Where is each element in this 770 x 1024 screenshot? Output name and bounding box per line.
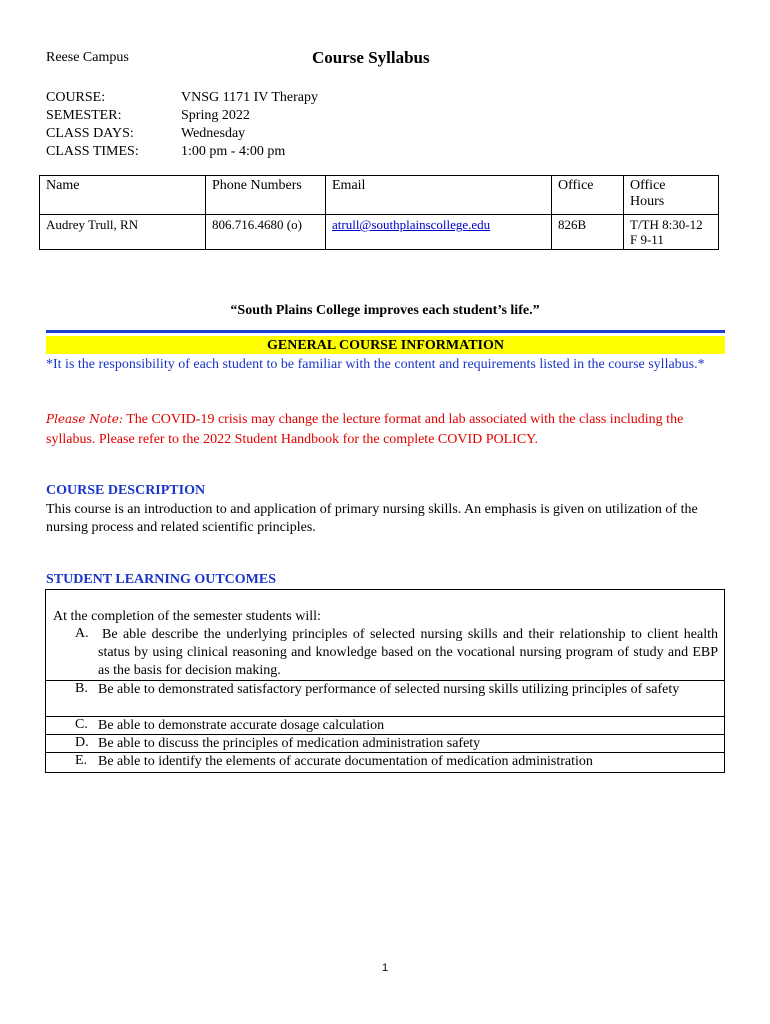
instructor-table	[39, 175, 719, 250]
list-item	[45, 716, 724, 735]
instructor-email-link[interactable]: atrull@southplainscollege.edu	[332, 217, 491, 232]
outcome-letter: C.	[75, 717, 88, 732]
header-name: Name	[40, 176, 206, 215]
instructor-hours	[624, 215, 719, 250]
list-item	[45, 752, 724, 772]
course-info-value: Wednesday	[181, 126, 246, 141]
general-info-heading: GENERAL COURSE INFORMATION	[46, 336, 725, 354]
outcome-text: Be able to identify the elements of accurate documentation of medication administration	[98, 754, 593, 769]
course-info-label: SEMESTER:	[46, 108, 122, 123]
page-number: 1	[381, 962, 389, 974]
outcome-text: Be able describe the underlying principles of selected nursing skills and their relationship to client health status by using clinical reasoning and knowledge based on the vocational nursing program of study and EBP as the basis for decision making.	[98, 627, 718, 678]
covid-note	[46, 409, 721, 450]
outcome-letter: A.	[75, 626, 89, 641]
instructor-email-cell	[326, 215, 552, 250]
header-office-hours	[624, 176, 719, 215]
instructor-name: Audrey Trull, RN	[40, 215, 206, 250]
list-item	[45, 626, 724, 680]
section-divider	[46, 330, 725, 333]
course-info-row	[46, 89, 318, 107]
course-info-value: VNSG 1171 IV Therapy	[181, 90, 319, 105]
course-info-label: COURSE:	[46, 90, 106, 105]
note-text: The COVID-19 crisis may change the lecture format and lab associated with the class including the syllabus. Please refer to the 2022 Student Handbook for the complete COVID POLICY.	[46, 412, 684, 447]
instructor-office: 826B	[552, 215, 624, 250]
responsibility-notice: *It is the responsibility of each student to be familiar with the content and requirements listed in the course syllabus.*	[46, 357, 705, 372]
course-description-text: This course is an introduction to and application of primary nursing skills. An emphasis is given on utilization of the nursing process and related scientific principles.	[46, 502, 698, 535]
instructor-phone: 806.716.4680 (o)	[206, 215, 326, 250]
header-phone: Phone Numbers	[206, 176, 326, 215]
course-info-value: 1:00 pm - 4:00 pm	[181, 144, 286, 159]
header-office: Office	[552, 176, 624, 215]
course-info-value: Spring 2022	[181, 108, 250, 123]
list-item	[45, 680, 724, 717]
outcome-text: Be able to discuss the principles of medication administration safety	[98, 736, 481, 751]
instructor-hours-line1: T/TH 8:30-12	[630, 217, 703, 232]
course-info-row	[46, 125, 318, 143]
course-info-label: CLASS DAYS:	[46, 126, 134, 141]
course-info-label: CLASS TIMES:	[46, 144, 139, 159]
outcome-letter: D.	[75, 735, 89, 750]
outcome-text: Be able to demonstrate accurate dosage calculation	[98, 718, 385, 733]
page-title: Course Syllabus	[312, 48, 430, 67]
course-description-heading: COURSE DESCRIPTION	[46, 483, 206, 498]
course-info-row	[46, 143, 318, 161]
header-email: Email	[326, 176, 552, 215]
header-office-hours-line1: Office	[630, 178, 666, 193]
outcome-letter: E.	[75, 753, 88, 768]
table-row	[40, 215, 719, 250]
header-office-hours-line2: Hours	[630, 194, 665, 209]
note-label: Please Note:	[46, 412, 123, 426]
table-header-row	[40, 176, 719, 215]
course-info-row	[46, 107, 318, 125]
learning-outcomes-intro: At the completion of the semester students will:	[53, 609, 321, 624]
outcome-text: Be able to demonstrated satisfactory performance of selected nursing skills utilizing principles of safety	[98, 682, 680, 697]
college-motto: “South Plains College improves each student’s life.”	[230, 303, 540, 318]
course-info	[46, 89, 318, 161]
learning-outcomes-heading: STUDENT LEARNING OUTCOMES	[46, 572, 277, 587]
instructor-hours-line2: F 9-11	[630, 232, 664, 247]
campus-label: Reese Campus	[46, 50, 129, 65]
list-item	[45, 734, 724, 753]
outcome-letter: B.	[75, 681, 88, 696]
